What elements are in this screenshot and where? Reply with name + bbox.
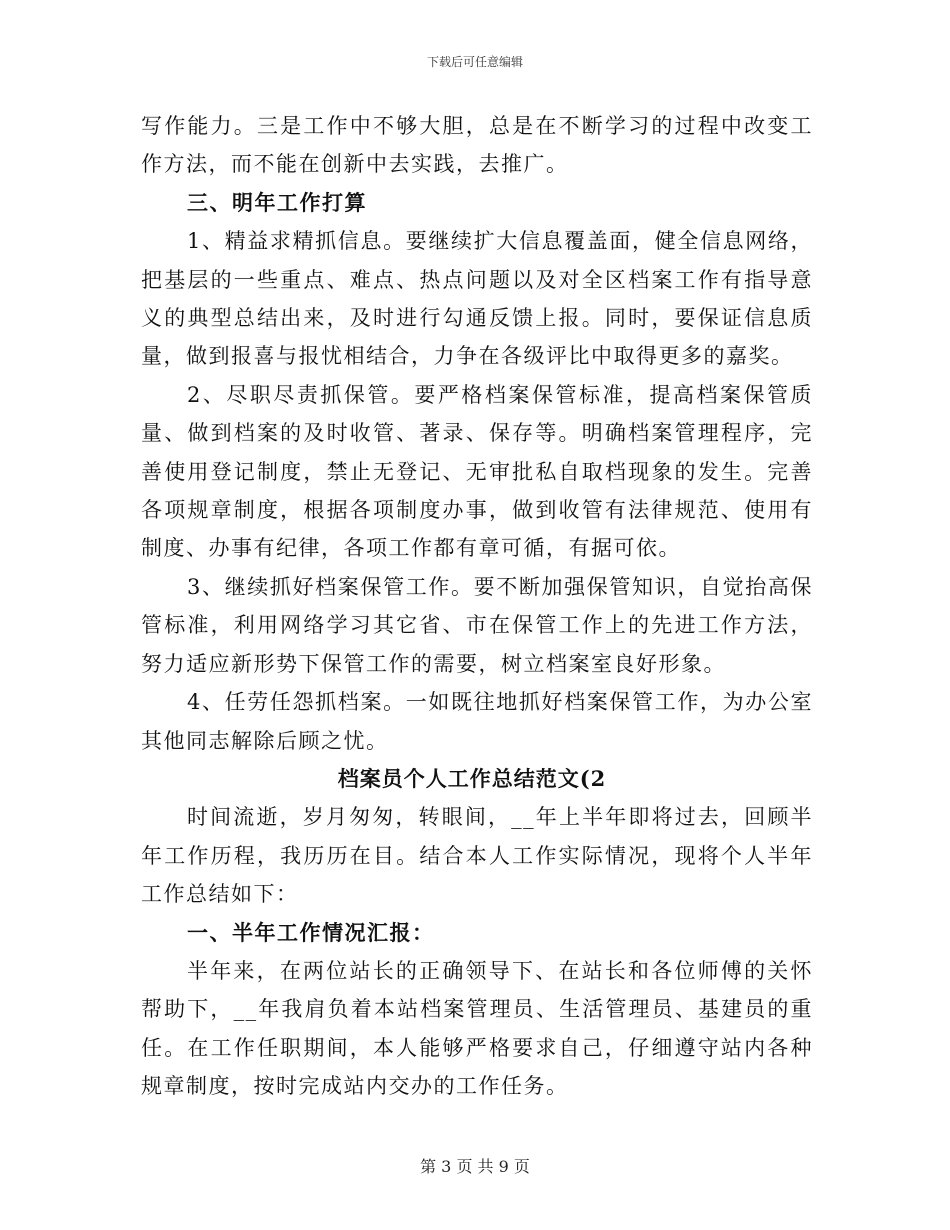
- paragraph-plan-1: 1、精益求精抓信息。要继续扩大信息覆盖面，健全信息网络，把基层的一些重点、难点、热点问题以及对全区档案工作有指导意义的典型总结出来，及时进行勾通反馈上报。同时，要保证信息质量，做到报喜与报忧相结合，力争在各级评比中取得更多的嘉奖。: [141, 229, 813, 369]
- page-header: 下载后可任意编辑: [426, 55, 523, 69]
- paragraph-continuation: 写作能力。三是工作中不够大胆，总是在不断学习的过程中改变工作方法，而不能在创新中去实践，去推广。: [141, 114, 813, 177]
- paragraph-plan-2: 2、尽职尽责抓保管。要严格档案保管标准，提高档案保管质量、做到档案的及时收管、著录、保存等。明确档案管理程序，完善使用登记制度，禁止无登记、无审批私自取档现象的发生。完善各项规章制度，根据各项制度办事，做到收管有法律规范、使用有制度、办事有纪律，各项工作都有章可循，有据可依。: [141, 382, 813, 561]
- paragraph-plan-4: 4、任劳任怨抓档案。一如既往地抓好档案保管工作，为办公室其他同志解除后顾之忧。: [141, 690, 813, 753]
- paragraph-half-year: 半年来，在两位站长的正确领导下、在站长和各位师傅的关怀帮助下，__年我肩负着本站档案管理员、生活管理员、基建员的重任。在工作任职期间，本人能够严格要求自己，仔细遵守站内各种规章制度，按时完成站内交办的工作任务。: [141, 958, 813, 1099]
- document-title: 档案员个人工作总结范文(2: [337, 765, 607, 791]
- paragraph-intro: 时间流逝，岁月匆匆，转眼间，__年上半年即将过去，回顾半年工作历程，我历历在目。结合本人工作实际情况，现将个人半年工作总结如下：: [141, 805, 813, 907]
- section-heading-next-year-plan: 三、明年工作打算: [187, 189, 367, 215]
- paragraph-plan-3: 3、继续抓好档案保管工作。要不断加强保管知识，自觉抬高保管标准，利用网络学习其它省、市在保管工作上的先进工作方法，努力适应新形势下保管工作的需要，树立档案室良好形象。: [141, 574, 813, 676]
- page-number: 第 3 页 共 9 页: [420, 1157, 530, 1176]
- document-body: [141, 107, 813, 1106]
- section-heading-half-year-report: 一、半年工作情况汇报：: [187, 919, 435, 945]
